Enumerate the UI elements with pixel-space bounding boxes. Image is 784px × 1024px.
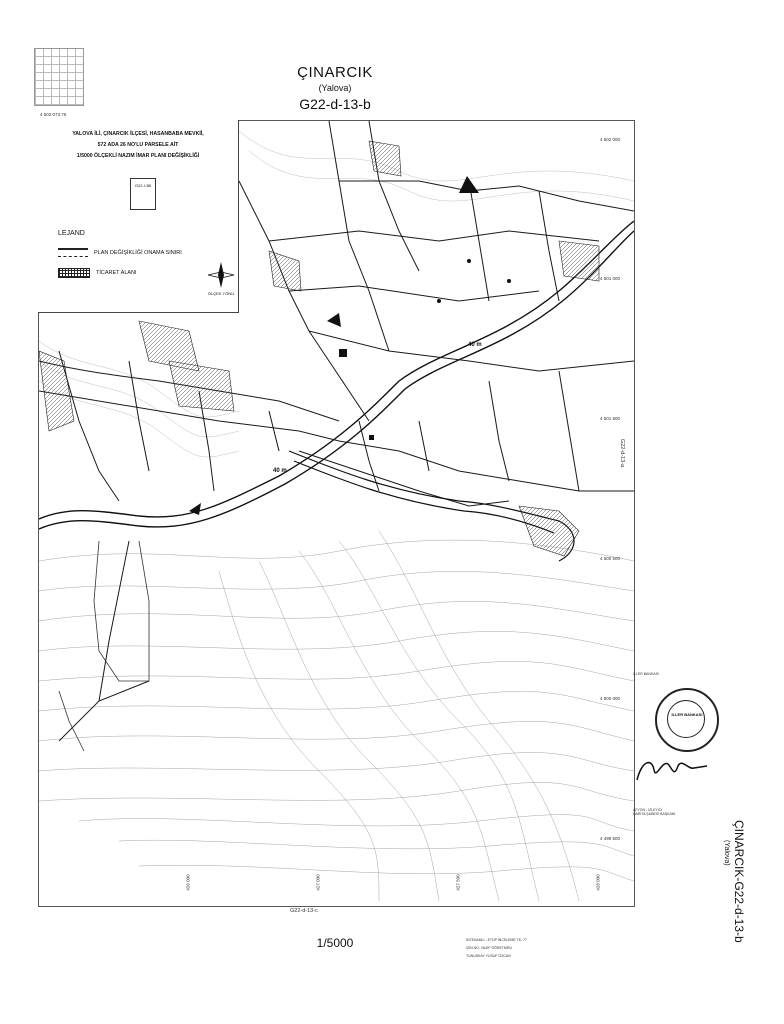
legend-item-commercial-label: TİCARET ALANI xyxy=(96,270,137,276)
coord-bottom-2: 427 000 xyxy=(315,874,321,891)
north-arrow xyxy=(204,260,238,300)
coord-bottom-3: 427 500 xyxy=(455,874,461,891)
boundary-symbol xyxy=(58,248,88,257)
approval-note-line-2: AFYON - İZLEYİCİ xyxy=(633,808,663,812)
signature-line-2: İZİN NO: YAZIP ÖĞRETMEN xyxy=(466,946,512,950)
coord-right-2: 4 501 000 xyxy=(600,276,621,281)
signature-mark xyxy=(632,750,712,790)
adjacent-sheet-right: G22-d-13-a xyxy=(619,438,626,468)
commercial-area-symbol xyxy=(58,268,90,278)
coord-right-3: 4 501 500 xyxy=(600,416,621,421)
coord-right-5: 4 500 000 xyxy=(600,696,621,701)
approval-note-line-1: İLLER BANKASI xyxy=(633,672,659,676)
legend-heading: LEJAND xyxy=(58,230,85,237)
legend-title-line-3: 1/5000 ÖLÇEKLİ NAZIM İMAR PLANI DEĞİŞİKLİĞİ xyxy=(76,153,200,159)
coord-top-left: 4 502 073.75 xyxy=(40,112,67,117)
map-province-subtitle: (Yalova) xyxy=(318,83,352,93)
side-province: (Yalova) xyxy=(723,840,730,866)
coord-bottom-1: 426 000 xyxy=(185,874,191,891)
official-stamp xyxy=(655,688,719,752)
coord-right-6: 4 499 500 xyxy=(600,836,621,841)
legend-title-line-2: 572 ADA 26 NO'LU PARSELE AİT xyxy=(97,142,179,148)
side-title: ÇINARCIK-G22-d-13-b xyxy=(732,820,746,943)
map-city-title: ÇINARCIK xyxy=(297,64,373,81)
map-scale: 1/5000 xyxy=(316,936,354,950)
legend-title-line-1: YALOVA İLİ, ÇINARCIK İLÇESİ, HASANBABA MEVKİİ, xyxy=(72,131,204,137)
map-legend xyxy=(38,120,239,313)
approval-note-line-3: HARİTA ŞUBESİ BAŞKANI xyxy=(633,812,676,816)
coord-right-1: 4 502 000 xyxy=(600,137,621,142)
north-arrow-label: ÖLÇEK YÖNÜ xyxy=(207,291,235,296)
compass-icon xyxy=(204,260,238,290)
signature-line-3: TUNUSKAY YUSUF ÖZCAN xyxy=(466,954,511,958)
legend-index-box: G22-I-3B xyxy=(130,178,156,210)
road-width-label-2: 40 m xyxy=(273,468,287,474)
legend-item-boundary xyxy=(58,248,182,257)
side-title-block xyxy=(722,820,752,970)
approval-note-top xyxy=(633,672,659,676)
legend-item-boundary-label: PLAN DEĞİŞİKLİĞİ ONAMA SINIRI xyxy=(94,249,182,256)
road-width-label-1: 40 m xyxy=(468,342,482,348)
legend-item-commercial xyxy=(58,268,137,278)
approval-note-bottom xyxy=(633,808,675,816)
adjacent-sheet-bottom: G22-d-13-c xyxy=(290,908,318,914)
stamp-inner-ring xyxy=(667,700,705,738)
signature-block xyxy=(466,936,576,960)
map-sheet-code: G22-d-13-b xyxy=(299,96,371,112)
signature-line-1: İNTEKAMLI - ETÜP İNCELEME TK: 77 xyxy=(466,938,527,942)
coord-bottom-4: 428 000 xyxy=(595,874,601,891)
stamp-text: İLLER BANKASI xyxy=(671,712,703,717)
contour-lines xyxy=(39,531,634,901)
coord-right-4: 4 500 500 xyxy=(600,556,621,561)
